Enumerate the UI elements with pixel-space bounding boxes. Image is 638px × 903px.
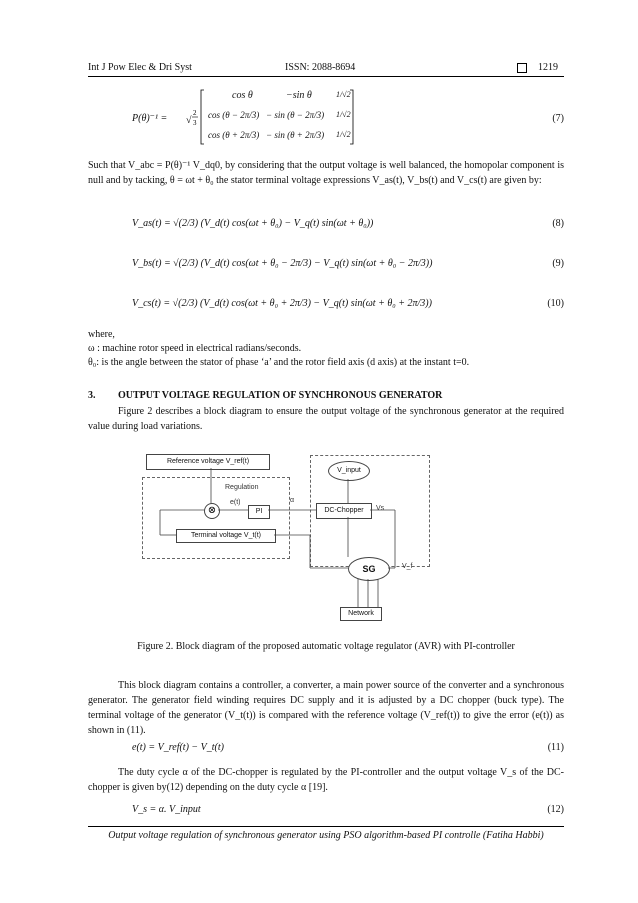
eq8: V_as(t) = √(2/3) (V_d(t) cos(ωt + θ₀) − V_q(t) sin(ωt + θ₀)) [132, 218, 374, 229]
eq7-r2c2: − sin (θ − 2π/3) [266, 110, 325, 120]
eq7-r2c1: cos (θ − 2π/3) [208, 110, 260, 120]
eq10: V_cs(t) = √(2/3) (V_d(t) cos(ωt + θ₀ + 2π/3) − V_q(t) sin(ωt + θ₀ + 2π/3)) [132, 298, 432, 309]
regulation-label: Regulation [225, 484, 259, 491]
paragraph-1: Such that V_abc = P(θ)⁻¹ V_dq0, by considering that the output voltage is well balanced, the homopolar component is null and by tacking, θ = ωt + θ₀ the stator terminal voltage expressions V_as(t), V_bs(t) and V_cs(t) are given by: [88, 160, 564, 186]
section-title: OUTPUT VOLTAGE REGULATION OF SYNCHRONOUS GENERATOR [118, 390, 443, 401]
svg-text:2: 2 [193, 109, 197, 117]
eq7-r3c1: cos (θ + 2π/3) [208, 130, 260, 140]
eq8-number: (8) [552, 218, 564, 229]
alpha-label: α [290, 497, 295, 504]
footer-rule [88, 826, 564, 827]
eq12-number: (12) [547, 804, 564, 815]
svg-text:√: √ [186, 115, 192, 126]
summing-junction-icon: ⊗ [204, 503, 220, 519]
paragraph-3: This block diagram contains a controller, a converter, a main power source of the converter and a synchronous generator. The generator field winding requires DC supply and it is adjusted by a DC chopper (buck type). The terminal voltage of the generator (V_t(t)) is compared with the reference voltage (V_ref(t)) to give the error (e(t)) as shown in (11). [88, 680, 564, 736]
eq7-r1c2: −sin θ [286, 90, 312, 101]
eq10-number: (10) [547, 298, 564, 309]
section-number: 3. [88, 390, 96, 401]
pi-box: PI [248, 505, 270, 519]
eq11-number: (11) [547, 742, 564, 753]
footer-text: Output voltage regulation of synchronous generator using PSO algorithm-based PI controlle (Fatiha Habbi) [108, 830, 544, 841]
error-label: e(t) [230, 499, 241, 506]
vf-label: V_f [402, 563, 413, 570]
issn: ISSN: 2088-8694 [285, 62, 356, 73]
eq12: V_s = α. V_input [132, 804, 201, 815]
eq7-r2c3: 1/√2 [336, 110, 351, 119]
vs-label: Vs [376, 505, 385, 512]
eq7-matrix [186, 88, 356, 146]
eq7-r1c1: cos θ [232, 90, 253, 101]
omega-definition: ω : machine rotor speed in electrical radians/seconds. [88, 343, 302, 354]
where-label: where, [88, 329, 115, 340]
eq9-number: (9) [552, 258, 564, 269]
journal-name: Int J Pow Elec & Dri Syst [88, 62, 192, 73]
terminal-voltage-box: Terminal voltage V_t(t) [176, 529, 276, 543]
paragraph-2: Figure 2 describes a block diagram to ensure the output voltage of the synchronous generator at the required value during load variations. [88, 406, 564, 432]
sg-circle: SG [348, 557, 390, 581]
block-diagram [140, 447, 430, 627]
reference-voltage-box: Reference voltage V_ref(t) [146, 454, 270, 470]
vinput-source: V_input [328, 461, 370, 481]
svg-text:3: 3 [193, 119, 197, 127]
eq11: e(t) = V_ref(t) − V_t(t) [132, 742, 224, 753]
dc-chopper-box: DC-Chopper [316, 503, 372, 519]
eq7-r3c2: − sin (θ + 2π/3) [266, 130, 325, 140]
network-box: Network [340, 607, 382, 621]
page-number: 1219 [538, 62, 558, 73]
header-rule [88, 76, 564, 77]
paragraph-4: The duty cycle α of the DC-chopper is regulated by the PI-controller and the output voltage V_s of the DC-chopper is given by(12) depending on the duty cycle α [19]. [88, 767, 564, 793]
figure-caption: Figure 2. Block diagram of the proposed automatic voltage regulator (AVR) with PI-controller [137, 641, 515, 652]
eq9: V_bs(t) = √(2/3) (V_d(t) cos(ωt + θ₀ − 2π/3) − V_q(t) sin(ωt + θ₀ − 2π/3)) [132, 258, 433, 269]
checkbox-icon [517, 63, 527, 73]
eq7-r3c3: 1/√2 [336, 130, 351, 139]
theta-definition: θ₀: is the angle between the stator of phase ‘a’ and the rotor field axis (d axis) at the instant t=0. [88, 357, 470, 368]
eq7-lhs: P(θ)⁻¹ = [132, 113, 168, 124]
eq7-r1c3: 1/√2 [336, 90, 351, 99]
eq7-number: (7) [552, 113, 564, 124]
